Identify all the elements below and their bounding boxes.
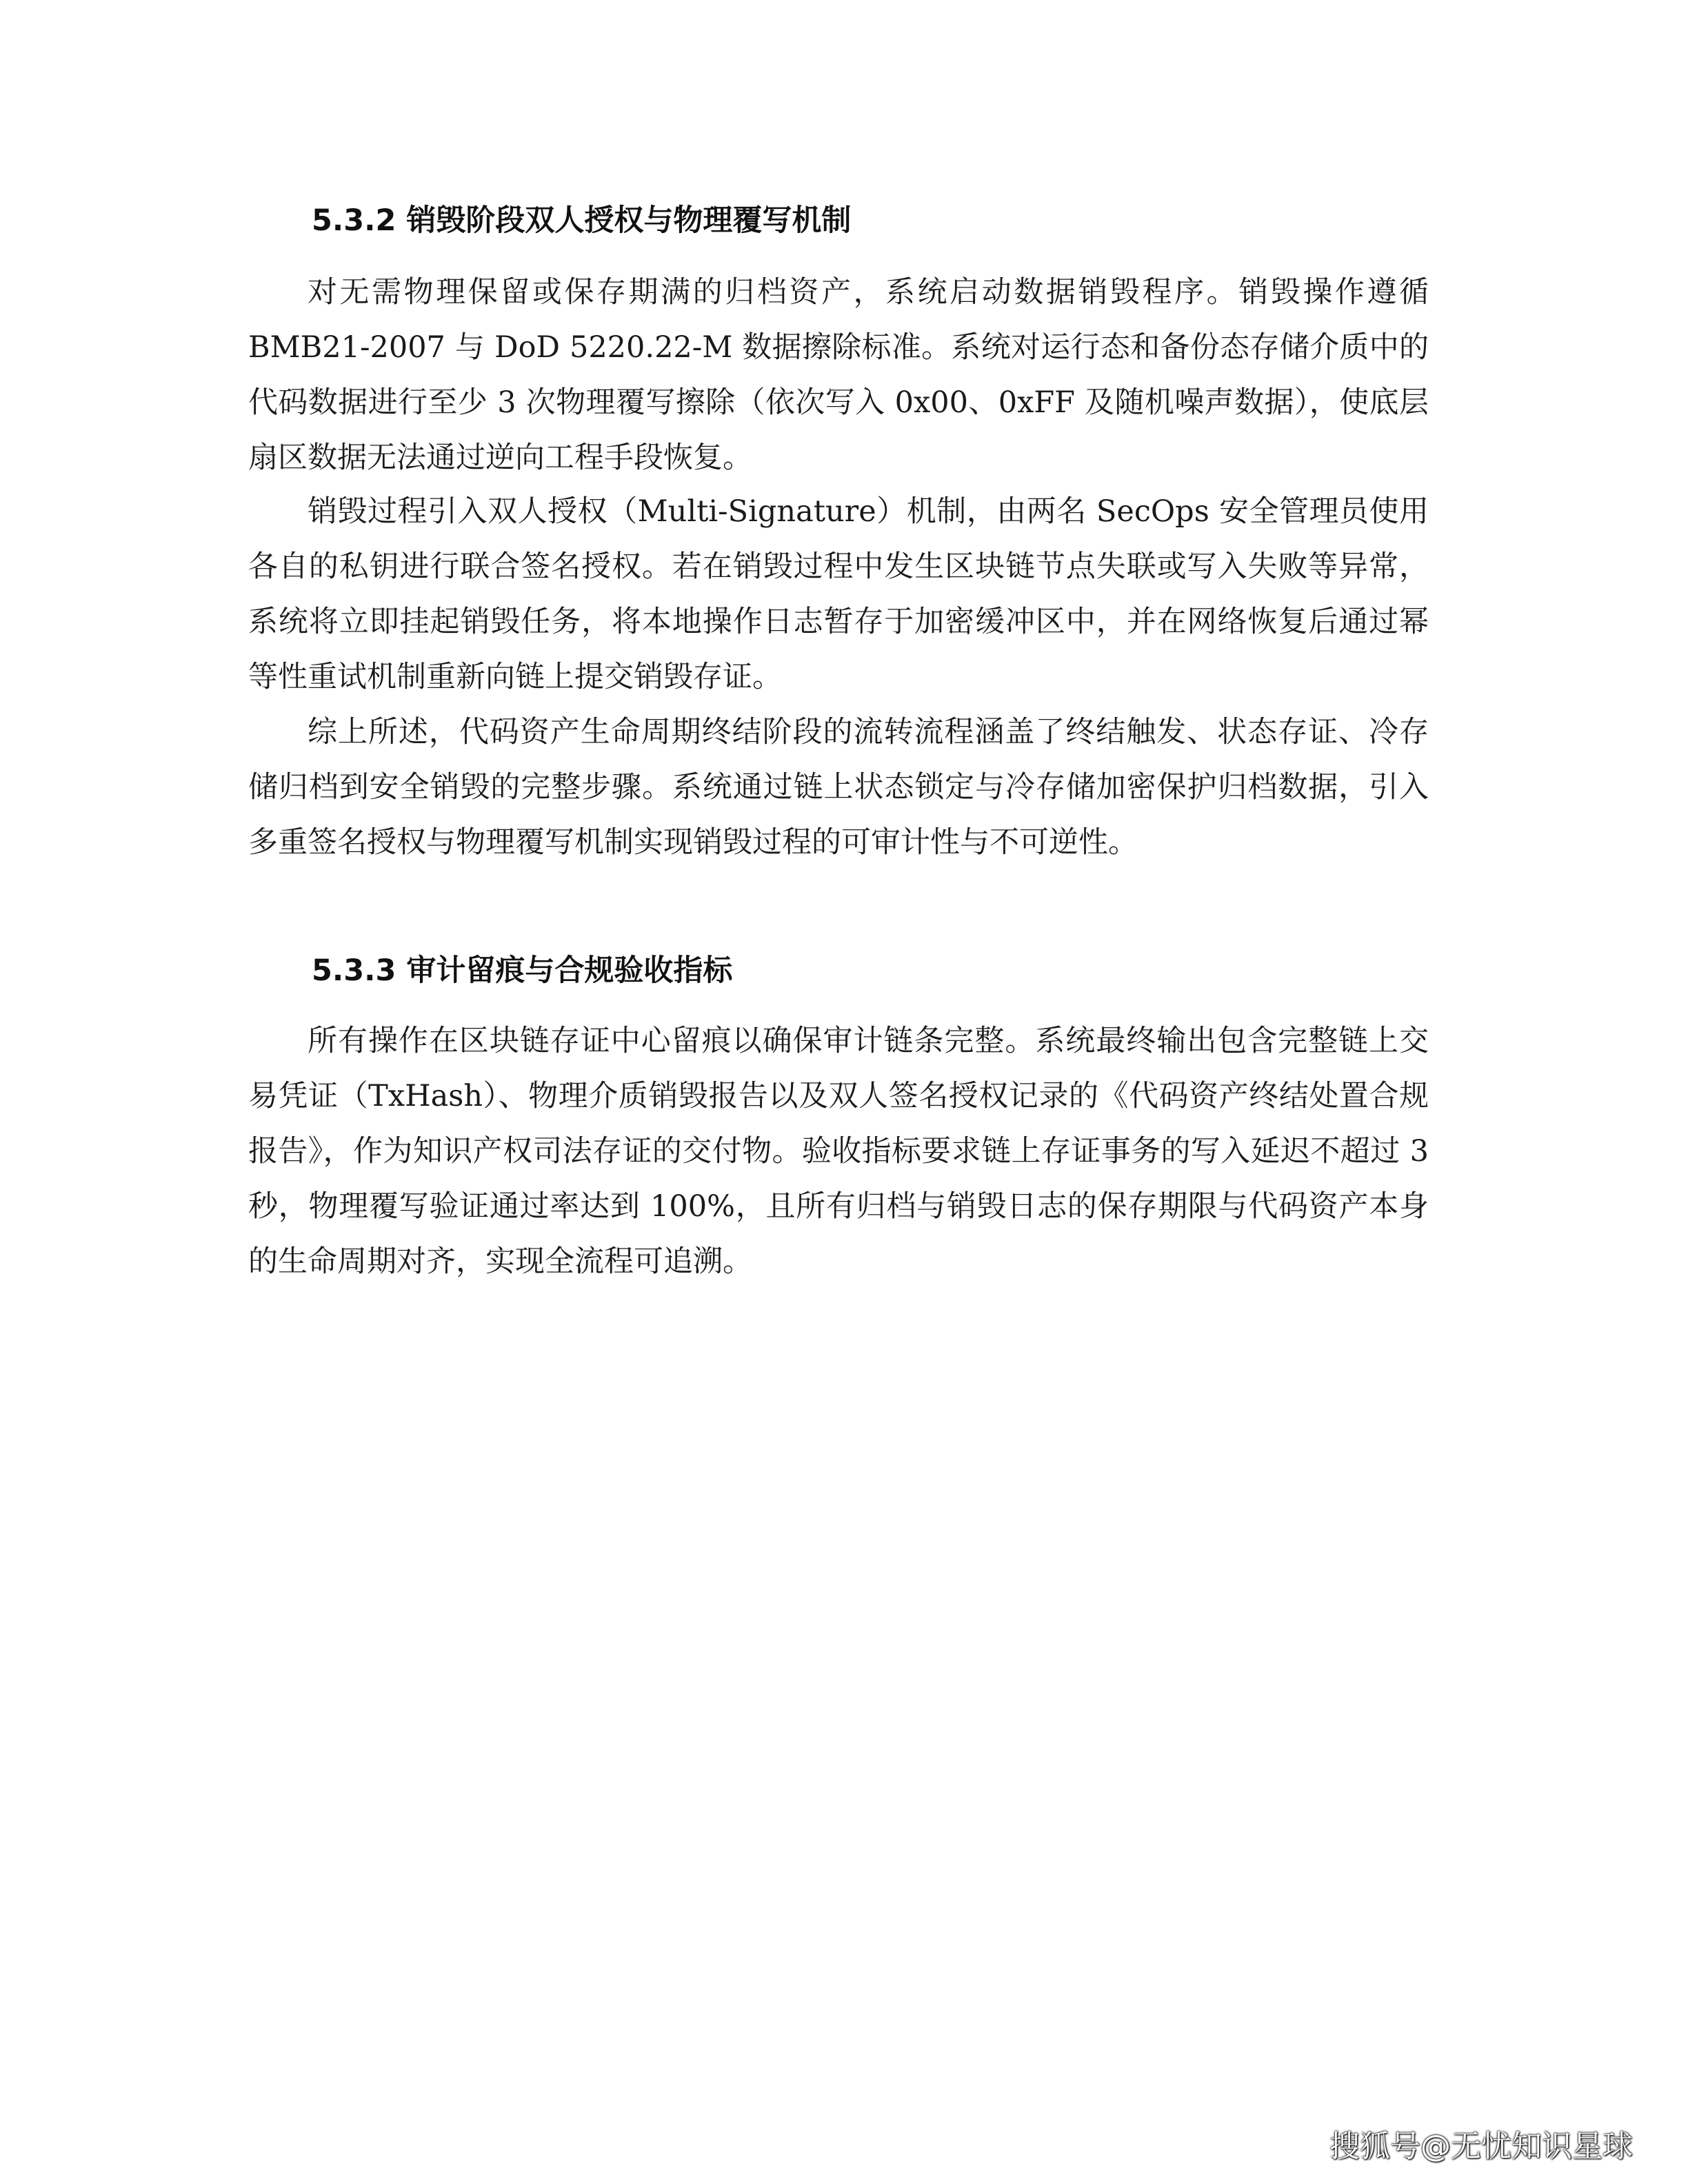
section-heading-5-3-2: 5.3.2 销毁阶段双人授权与物理覆写机制 [312,203,852,238]
paragraph-destruction-standards: 对无需物理保留或保存期满的归档资产，系统启动数据销毁程序。销毁操作遵循 BMB21-2007 与 DoD 5220.22-M 数据擦除标准。系统对运行态和备份态存储介质中的代码数据进行至少 3 次物理覆写擦除（依次写入 0x00、0xFF 及随机噪声数据），使底层扇区数据无法通过逆向工程手段恢复。 [248,275,1429,475]
paragraph-summary: 综上所述，代码资产生命周期终结阶段的流转流程涵盖了终结触发、状态存证、冷存储归档到安全销毁的完整步骤。系统通过链上状态锁定与冷存储加密保护归档数据，引入多重签名授权与物理覆写机制实现销毁过程的可审计性与不可逆性。 [248,715,1429,860]
paragraph-audit-compliance: 所有操作在区块链存证中心留痕以确保审计链条完整。系统最终输出包含完整链上交易凭证（TxHash）、物理介质销毁报告以及双人签名授权记录的《代码资产终结处置合规报告》，作为知识产权司法存证的交付物。验收指标要求链上存证事务的写入延迟不超过 3 秒，物理覆写验证通过率达到 100%，且所有归档与销毁日志的保存期限与代码资产本身的生命周期对齐，实现全流程可追溯。 [248,1024,1429,1279]
section-heading-5-3-3: 5.3.3 审计留痕与合规验收指标 [312,953,733,988]
watermark-text: 搜狐号@无忧知识星球 [1329,2129,1633,2164]
paragraph-multi-signature: 销毁过程引入双人授权（Multi-Signature）机制，由两名 SecOps 安全管理员使用各自的私钥进行联合签名授权。若在销毁过程中发生区块链节点失联或写入失败等异常，系统将立即挂起销毁任务，将本地操作日志暂存于加密缓冲区中，并在网络恢复后通过幂等性重试机制重新向链上提交销毁存证。 [248,494,1429,694]
